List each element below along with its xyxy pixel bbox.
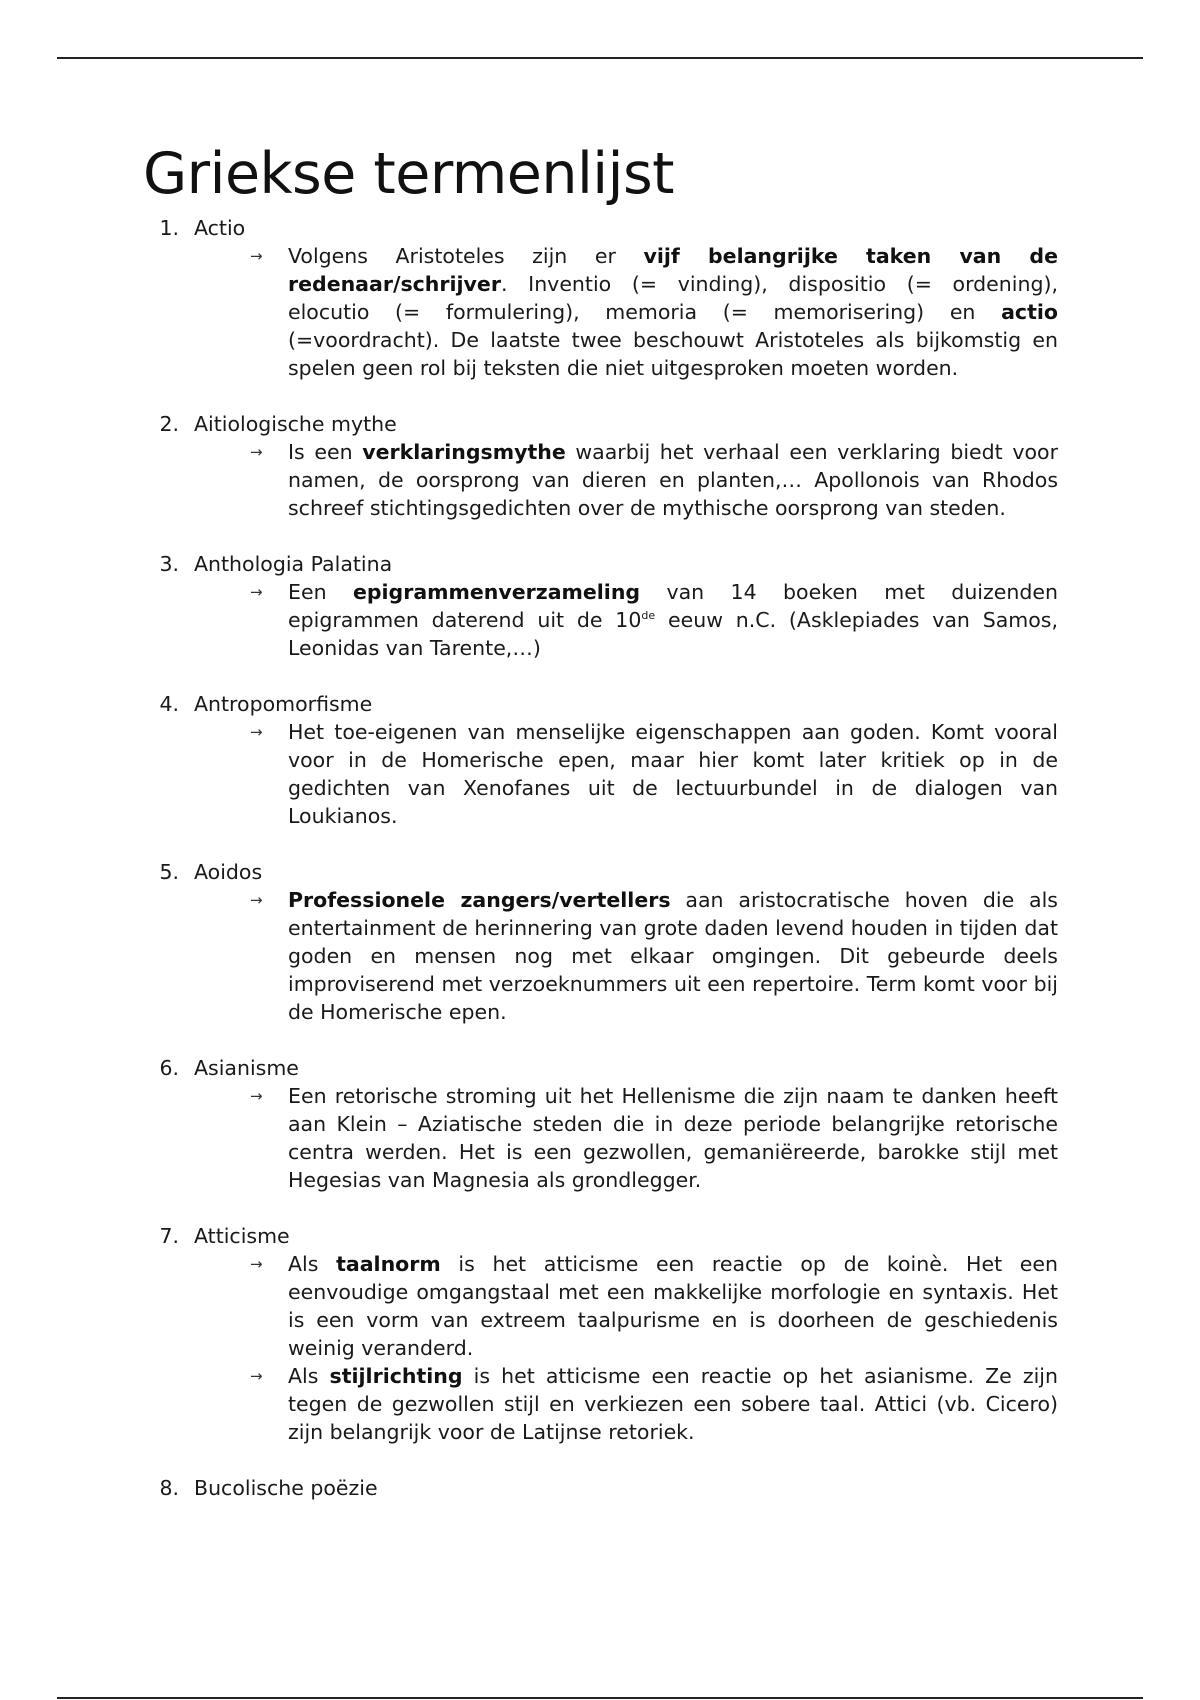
definition-item — [143, 718, 1058, 830]
definition-item — [143, 886, 1058, 1026]
definition-text: is het atticisme een reactie op de koinè. Het een eenvoudige omgangstaal met een makkelijke morfologie en syntaxis. Het is een vorm van extreem taalpurisme en is doorheen de geschiedenis weinig veranderd. — [288, 1252, 1058, 1360]
term-number: 1. — [159, 216, 179, 240]
definition-text: aan aristocratische hoven die als entertainment de herinnering van grote daden levend houden in tijden dat goden en mensen nog met elkaar omgingen. Dit gebeurde deels improviserend met verzoeknummers uit een repertoire. Term komt voor bij de Homerische epen. — [288, 888, 1058, 1024]
superscript: de — [641, 609, 656, 622]
definition-list — [143, 578, 1058, 662]
term-name: Asianisme — [194, 1056, 299, 1080]
definition-text: eeuw n.C. (Asklepiades van Samos, Leonidas van Tarente,…) — [288, 608, 1058, 660]
bold-term: stijlrichting — [329, 1364, 463, 1388]
arrow-right-icon: → — [250, 1255, 263, 1273]
term-heading — [143, 690, 1058, 718]
term-number: 2. — [159, 412, 179, 436]
bold-term: Professionele zangers/vertellers — [288, 888, 671, 912]
term-heading — [143, 1222, 1058, 1250]
definition-item — [143, 242, 1058, 382]
bold-term: actio — [1001, 300, 1058, 324]
term-heading — [143, 1054, 1058, 1082]
term-name: Atticisme — [194, 1224, 290, 1248]
definition-text: Een — [288, 580, 353, 604]
term-list — [143, 214, 1058, 1530]
term-item — [143, 550, 1058, 662]
definition-text: waarbij het verhaal een verklaring biedt voor namen, de oorsprong van dieren en planten,… Apollonois van Rhodos schreef stichtingsgedichten over de mythische oorsprong van steden. — [288, 440, 1058, 520]
definition-list — [143, 1250, 1058, 1446]
definition-text: Als — [288, 1252, 337, 1276]
term-name: Anthologia Palatina — [194, 552, 393, 576]
definition-text: (=voordracht). De laatste twee beschouwt Aristoteles als bijkomstig en spelen geen rol bij teksten die niet uitgesproken moeten worden. — [288, 328, 1058, 380]
term-item — [143, 410, 1058, 522]
definition-text: Volgens Aristoteles zijn er — [288, 244, 644, 268]
term-item — [143, 690, 1058, 830]
bold-term: verklaringsmythe — [362, 440, 566, 464]
definition-text: Een retorische stroming uit het Hellenisme die zijn naam te danken heeft aan Klein – Aziatische steden die in deze periode belangrijke retorische centra werden. Het is een gezwollen, gemaniëreerde, barokke stijl met Hegesias van Magnesia als grondlegger. — [288, 1084, 1058, 1192]
term-number: 5. — [159, 860, 179, 884]
term-name: Antropomorfisme — [194, 692, 373, 716]
definition-list — [143, 1082, 1058, 1194]
definition-item — [143, 578, 1058, 662]
term-heading — [143, 858, 1058, 886]
arrow-right-icon: → — [250, 723, 263, 741]
definition-list — [143, 438, 1058, 522]
definition-item — [143, 1362, 1058, 1446]
definition-text: Als — [288, 1364, 330, 1388]
definition-text: . Inventio (= vinding), dispositio (= ordening), elocutio (= formulering), memoria (= memorisering) en — [288, 272, 1058, 324]
term-item — [143, 1054, 1058, 1194]
page-title: Griekse termenlijst — [143, 141, 675, 207]
term-name: Actio — [194, 216, 246, 240]
term-number: 6. — [159, 1056, 179, 1080]
term-item — [143, 858, 1058, 1026]
definition-text: Is een — [288, 440, 363, 464]
term-heading — [143, 550, 1058, 578]
definition-text: is het atticisme een reactie op het asianisme. Ze zijn tegen de gezwollen stijl en verkiezen een sobere taal. Attici (vb. Cicero) zijn belangrijk voor de Latijnse retoriek. — [288, 1364, 1058, 1444]
definition-item — [143, 1250, 1058, 1362]
term-name: Aoidos — [194, 860, 263, 884]
term-heading — [143, 410, 1058, 438]
arrow-right-icon: → — [250, 443, 263, 461]
term-heading — [143, 214, 1058, 242]
arrow-right-icon: → — [250, 247, 263, 265]
term-item — [143, 214, 1058, 382]
arrow-right-icon: → — [250, 1367, 263, 1385]
definition-list — [143, 886, 1058, 1026]
arrow-right-icon: → — [250, 583, 263, 601]
header-rule — [57, 57, 1143, 59]
bold-term: taalnorm — [336, 1252, 441, 1276]
bold-term: epigrammenverzameling — [352, 580, 641, 604]
definition-text: Het toe-eigenen van menselijke eigenschappen aan goden. Komt vooral voor in de Homerische epen, maar hier komt later kritiek op in de gedichten van Xenofanes uit de lectuurbundel in de dialogen van Loukianos. — [288, 720, 1058, 828]
term-item — [143, 1222, 1058, 1446]
term-number: 3. — [159, 552, 179, 576]
arrow-right-icon: → — [250, 891, 263, 909]
arrow-right-icon: → — [250, 1087, 263, 1105]
term-number: 4. — [159, 692, 179, 716]
definition-list — [143, 242, 1058, 382]
term-number: 8. — [159, 1476, 179, 1500]
term-heading — [143, 1474, 1058, 1502]
term-name: Aitiologische mythe — [194, 412, 397, 436]
footer-rule — [57, 1697, 1143, 1699]
definition-item — [143, 1082, 1058, 1194]
bold-term: vijf belangrijke taken van de redenaar/schrijver — [288, 244, 1058, 296]
definition-text: van 14 boeken met duizenden epigrammen daterend uit de 10 — [288, 580, 1058, 632]
term-name: Bucolische poëzie — [194, 1476, 378, 1500]
term-item — [143, 1474, 1058, 1502]
definition-item — [143, 438, 1058, 522]
definition-list — [143, 718, 1058, 830]
term-number: 7. — [159, 1224, 179, 1248]
